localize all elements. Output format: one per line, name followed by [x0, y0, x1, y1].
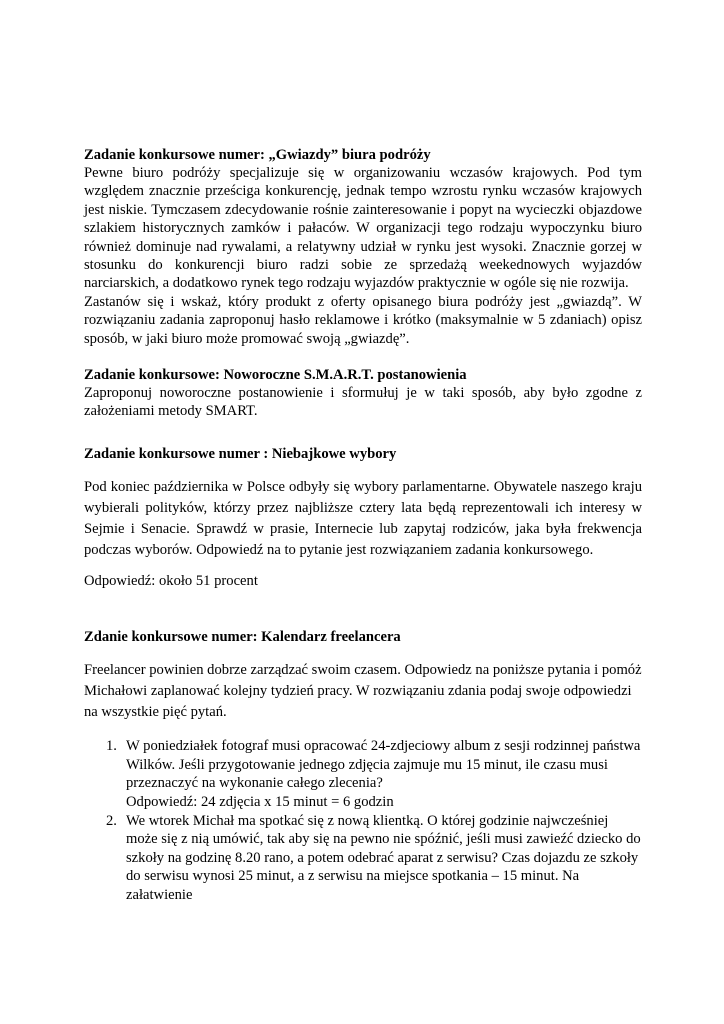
document-page: [84, 146, 642, 905]
list-item-text: W poniedziałek fotograf musi opracować 24-zdjeciowy album z sesji rodzinnej państwa Wilków. Jeśli przygotowanie jednego zdjęcia zajmuje mu 15 minut, ile czasu musi przeznaczyć na wykonanie całego zlecenia?: [126, 738, 641, 792]
list-item: [84, 812, 642, 905]
paragraph: Pod koniec października w Polsce odbyły się wybory parlamentarne. Obywatele naszego kraju wybierali polityków, którzy przez najbliższe cztery lata będą reprezentowali ich interesy w Sejmie i Senacie. Sprawdź w prasie, Internecie lub zapytaj rodziców, jaka była frekwencja podczas wyborów. Odpowiedź na to pytanie jest rozwiązaniem zadania konkursowego.: [84, 478, 642, 558]
section-title: Zadanie konkursowe numer : Niebajkowe wybory: [84, 445, 397, 462]
list-item: [84, 737, 642, 811]
paragraph: Zaproponuj noworoczne postanowienie i sformułuj je w taki sposób, aby było zgodne z założeniami metody SMART.: [84, 385, 642, 420]
task-list: [84, 737, 642, 904]
answer-text: Odpowiedź: około 51 procent: [84, 572, 258, 589]
list-number: 2.: [106, 812, 117, 829]
section-title: Zadanie konkursowe numer: „Gwiazdy” biura podróży: [84, 147, 431, 163]
section-title: Zdanie konkursowe numer: Kalendarz freelancera: [84, 629, 401, 646]
section-smart: [84, 366, 642, 421]
list-item-text: We wtorek Michał ma spotkać się z nową klientką. O której godzinie najwcześniej może się z nią umówić, tak aby się na pewno nie spóźnić, jeśli musi zawieźć dziecko do szkoły na godzinę 8.20 rano, a potem odebrać aparat z serwisu? Czas dojazdu ze szkoły do serwisu wynosi 25 minut, a z serwisu na miejsce spotkania – 15 minut. Na załatwienie: [126, 812, 641, 904]
section-gwiazdy: [84, 146, 642, 348]
paragraph: Zastanów się i wskaż, który produkt z oferty opisanego biura podróży jest „gwiazdą”. W rozwiązaniu zadania zaproponuj hasło reklamowe i krótko (maksymalnie w 5 zdaniach) opisz sposób, w jaki biuro może promować swoją „gwiazdę”.: [84, 293, 642, 347]
list-item-answer: Odpowiedź: 24 zdjęcia x 15 minut = 6 godzin: [126, 794, 394, 811]
paragraph: Freelancer powinien dobrze zarządzać swoim czasem. Odpowiedz na poniższe pytania i pomóż Michałowi zaplanować kolejny tydzień pracy. W rozwiązaniu zdania podaj swoje odpowiedzi na wszystkie pięć pytań.: [84, 662, 642, 721]
section-kalendarz: [84, 628, 642, 904]
list-number: 1.: [106, 738, 117, 755]
paragraph: Pewne biuro podróży specjalizuje się w organizowaniu wczasów krajowych. Pod tym względem znacznie prześciga konkurencję, jednak tempo wzrostu rynku wczasów krajowych jest niskie. Tymczasem zdecydowanie rośnie zainteresowanie i popyt na wycieczki objazdowe szlakiem historycznych zamków i pałaców. W organizacji tego rodzaju wypoczynku biuro również dominuje nad rywalami, a relatywny udział w rynku jest wysoki. Znacznie gorzej w stosunku do konkurencji biuro radzi sobie ze sprzedażą weekednowych wyjazdów narciarskich, a dodatkowo rynek tego rodzaju wyjazdów praktycznie w ogóle się nie rozwija.: [84, 165, 642, 292]
section-title: Zadanie konkursowe: Noworoczne S.M.A.R.T. postanowienia: [84, 367, 467, 384]
section-wybory: [84, 445, 642, 590]
